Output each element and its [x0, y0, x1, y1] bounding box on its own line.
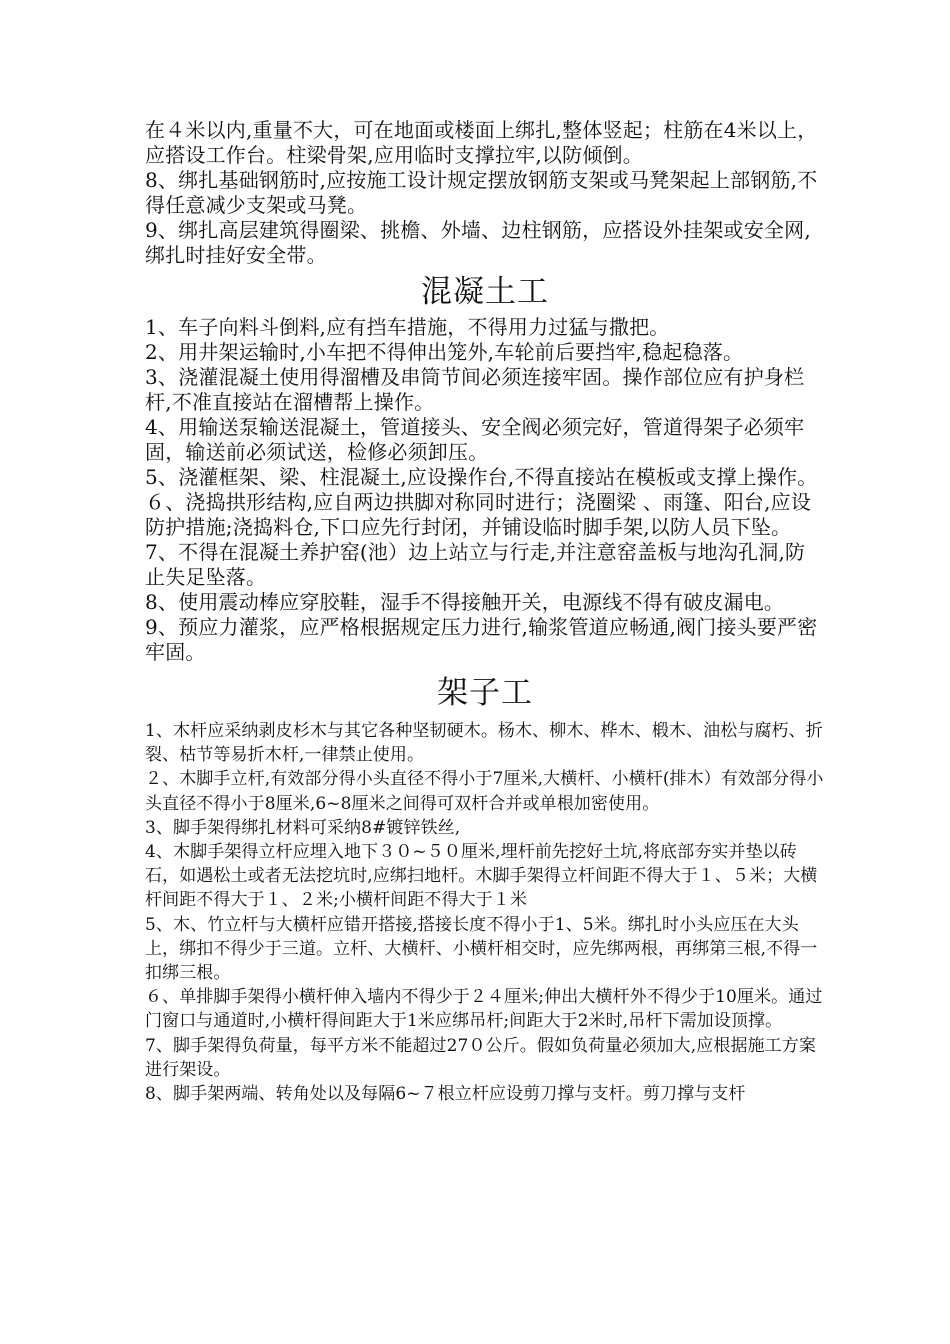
paragraph: ６、浇捣拱形结构,应自两边拱脚对称同时进行；浇圈梁 、雨篷、阳台,应设防护措施;浇捣料仓,下口应先行封闭，并铺设临时脚手架,以防人员下坠。 — [145, 490, 812, 539]
paragraph: 7、脚手架得负荷量，每平方米不能超过27０公斤。假如负荷量必须加大,应根据施工方案进行架设。 — [145, 1035, 816, 1080]
rebar-section-continuation — [145, 118, 825, 268]
concrete-section — [145, 274, 825, 665]
paragraph: 在４米以内,重量不大，可在地面或楼面上绑扎,整体竖起；柱筋在4米以上，应搭设工作台。柱梁骨架,应用临时支撑拉牢,以防倾倒。 — [145, 118, 818, 167]
paragraph: 3、脚手架得绑扎材料可采纳8#镀锌铁丝, — [145, 817, 461, 838]
paragraph: 1、车子向料斗倒料,应有挡车措施，不得用力过猛与撒把。 — [145, 315, 670, 339]
paragraph: 8、使用震动棒应穿胶鞋，湿手不得接触开关，电源线不得有破皮漏电。 — [145, 590, 785, 614]
paragraph: 3、浇灌混凝土使用得溜槽及串筒节间必须连接牢固。操作部位应有护身栏杆,不准直接站在溜槽帮上操作。 — [145, 365, 805, 414]
paragraph: 8、绑扎基础钢筋时,应按施工设计规定摆放钢筋支架或马凳架起上部钢筋,不得任意减少支架或马凳。 — [145, 168, 818, 217]
paragraph: 7、不得在混凝土养护窑(池）边上站立与行走,并注意窑盖板与地沟孔洞,防止失足坠落。 — [145, 540, 806, 589]
section-title-concrete: 混凝土工 — [421, 274, 549, 310]
paragraph: 5、木、竹立杆与大横杆应错开搭接,搭接长度不得小于1、5米。绑扎时小头应压在大头上，绑扣不得少于三道。立杆、大横杆、小横杆相交时，应先绑两根，再绑第三根,不得一扣绑三根。 — [145, 914, 818, 984]
paragraph: ６、单排脚手架得小横杆伸入墙内不得少于２４厘米;伸出大横杆外不得少于10厘米。通过门窗口与通道时,小横杆得间距大于1米应绑吊杆;间距大于2米时,吊杆下需加设顶撑。 — [145, 987, 823, 1032]
scaffold-section — [145, 675, 825, 1106]
paragraph: 5、浇灌框架、梁、柱混凝土,应设操作台,不得直接站在模板或支撑上操作。 — [145, 465, 818, 489]
section-title-scaffold: 架子工 — [437, 675, 533, 711]
paragraph: 4、木脚手架得立杆应埋入地下３０~５０厘米,埋杆前先挖好土坑,将底部夯实并垫以砖石，如遇松土或者无法挖坑时,应绑扫地杆。木脚手架得立杆间距不得大于１、５米；大横杆间距不得大于１、２米;小横杆间距不得大于１米 — [145, 842, 818, 911]
paragraph: 4、用输送泵输送混凝土，管道接头、安全阀必须完好，管道得架子必须牢固，输送前必须试送，检修必须卸压。 — [145, 415, 805, 464]
paragraph: 8、脚手架两端、转角处以及每隔6~７根立杆应设剪刀撑与支杆。剪刀撑与支杆 — [145, 1084, 746, 1105]
paragraph: 1、木杆应采纳剥皮杉木与其它各种坚韧硬木。杨木、柳木、桦木、椴木、油松与腐朽、折裂、枯节等易折木杆,一律禁止使用。 — [145, 721, 823, 766]
paragraph: 9、绑扎高层建筑得圈梁、挑檐、外墙、边柱钢筋，应搭设外挂架或安全网,绑扎时挂好安全带。 — [145, 218, 811, 267]
document-page — [145, 118, 825, 1106]
paragraph: ２、木脚手立杆,有效部分得小头直径不得小于7厘米,大横杆、小横杆(排木）有效部分得小头直径不得小于8厘米,6~8厘米之间得可双杆合并或单根加密使用。 — [145, 769, 824, 814]
paragraph: 2、用井架运输时,小车把不得伸出笼外,车轮前后要挡牢,稳起稳落。 — [145, 340, 744, 364]
paragraph: 9、预应力灌浆，应严格根据规定压力进行,输浆管道应畅通,阀门接头要严密牢固。 — [145, 615, 818, 664]
